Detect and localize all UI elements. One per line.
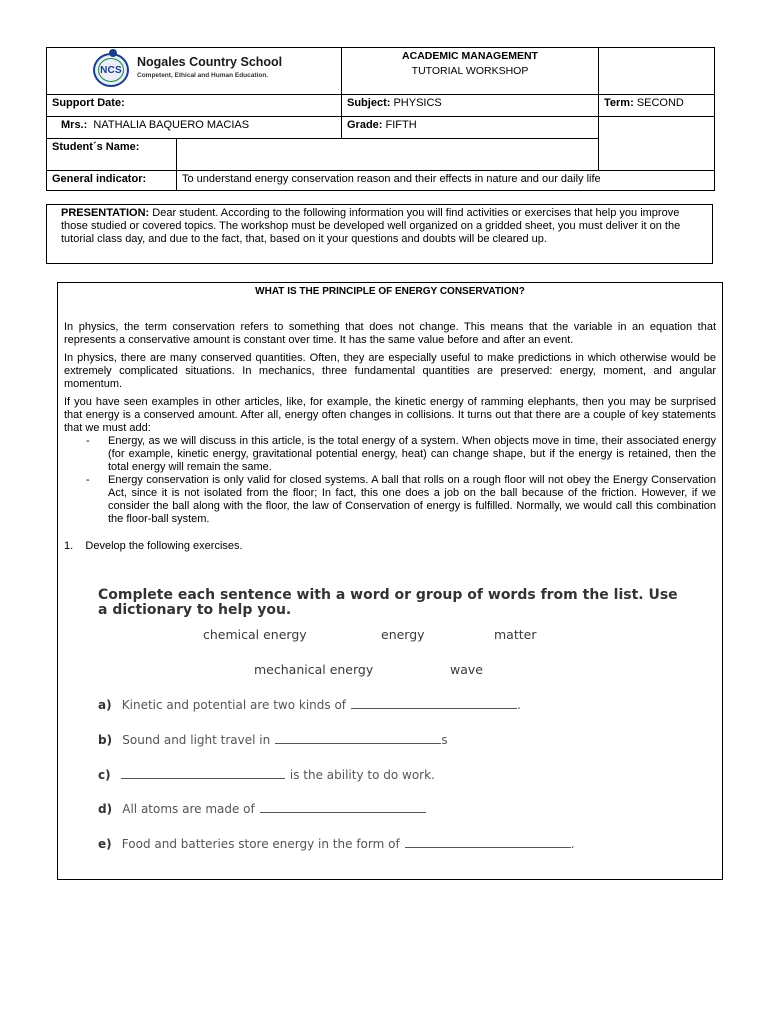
- paragraph-3: If you have seen examples in other articles, like, for example, the kinetic energy of ramming elephants, then you may be surprised that energy is a conserved amount. After all, energy often changes in collisions. It turns out that there are a couple of key statements that we must add:: [64, 396, 716, 434]
- school-name: Nogales Country School: [137, 55, 283, 69]
- worksheet-instruction: Complete each sentence with a word or group of words from the list. Use a dictionary to help you.: [98, 587, 678, 618]
- header-table: [46, 47, 715, 191]
- teacher-label: Mrs.:: [61, 119, 88, 131]
- blank-header-cell: [599, 48, 715, 95]
- main-content-box: [57, 282, 723, 880]
- word-matter: matter: [494, 627, 537, 642]
- answer-blank-b[interactable]: [275, 733, 441, 744]
- subject-value: PHYSICS: [393, 97, 442, 109]
- teacher-value: NATHALIA BAQUERO MACIAS: [93, 119, 250, 131]
- answer-blank-e[interactable]: [405, 837, 571, 848]
- logo-cell: [47, 48, 342, 95]
- indicator-value: To understand energy conservation reason and their effects in nature and our daily life: [182, 173, 601, 185]
- school-logo: [93, 51, 333, 89]
- title-cell: [342, 48, 599, 95]
- key-statements-list: [64, 435, 716, 526]
- presentation-label: PRESENTATION:: [61, 207, 150, 219]
- school-badge-icon: [93, 53, 129, 87]
- word-mechanical-energy: mechanical energy: [254, 662, 374, 677]
- list-item: - Energy, as we will discuss in this article, is the total energy of a system. When objects move in time, their associated energy (for example, kinetic energy, gravitational potential energy, heat) can change shape, but if the energy is retained, then the total energy will remain the same.: [86, 435, 716, 473]
- document-title: ACADEMIC MANAGEMENT: [402, 50, 538, 62]
- paragraph-2: In physics, there are many conserved quantities. Often, they are especially useful to make predictions in which otherwise would be extremely complicated situations. In mechanics, three fundamental quantities are preserved: energy, moment, and angular momentum.: [64, 352, 716, 390]
- question-a: a) Kinetic and potential are two kinds of .: [98, 698, 521, 712]
- school-motto: Competent, Ethical and Human Education.: [137, 72, 269, 79]
- term-value: SECOND: [636, 97, 684, 109]
- paragraph-1: In physics, the term conservation refers to something that does not change. This means that the variable in an equation that represents a conservative amount is constant over time. It has the same value before and after an event.: [64, 321, 716, 346]
- question-e: e) Food and batteries store energy in the form of .: [98, 837, 575, 851]
- indicator-label: General indicator:: [52, 173, 147, 185]
- presentation-text: Dear student. According to the following information you will find activities or exercises that help you improve those studied or covered topics. The workshop must be developed well organized on a gridded sheet, you must deliver it on the tutorial class day, and due to the fact, that, based on it your questions and doubts will be cleared up.: [61, 207, 681, 245]
- support-date-label: Support Date:: [52, 97, 125, 109]
- blank-side-cell: [599, 117, 715, 171]
- logo-abbr: NCS: [100, 65, 122, 76]
- student-name-label: Student´s Name:: [52, 141, 140, 153]
- document-subtitle: TUTORIAL WORKSHOP: [411, 65, 529, 77]
- question-c: c) is the ability to do work.: [98, 768, 435, 782]
- answer-blank-c[interactable]: [121, 768, 285, 779]
- student-name-field[interactable]: [177, 139, 599, 171]
- word-energy: energy: [381, 627, 425, 642]
- subject-label: Subject:: [347, 97, 391, 109]
- exercise-heading: 1. Develop the following exercises.: [64, 540, 243, 552]
- word-wave: wave: [450, 662, 483, 677]
- question-d: d) All atoms are made of: [98, 798, 618, 817]
- list-item: - Energy conservation is only valid for closed systems. A ball that rolls on a rough floor will not obey the Energy Conservation Act, since it is not isolated from the floor; In fact, this one does a job on the ball because of the friction. However, if we consider the ball along with the floor, the law of Conservation of energy is fulfilled. Normally, we would call this combination the floor-ball system.: [86, 474, 716, 525]
- answer-blank-a[interactable]: [351, 698, 517, 709]
- grade-value: FIFTH: [385, 119, 417, 131]
- answer-blank-d[interactable]: [260, 802, 426, 813]
- question-b: b) Sound and light travel in s: [98, 733, 448, 747]
- grade-label: Grade:: [347, 119, 383, 131]
- section-heading: WHAT IS THE PRINCIPLE OF ENERGY CONSERVATION?: [255, 286, 525, 297]
- term-label: Term:: [604, 97, 634, 109]
- word-chemical-energy: chemical energy: [203, 627, 307, 642]
- presentation-box: [46, 204, 713, 264]
